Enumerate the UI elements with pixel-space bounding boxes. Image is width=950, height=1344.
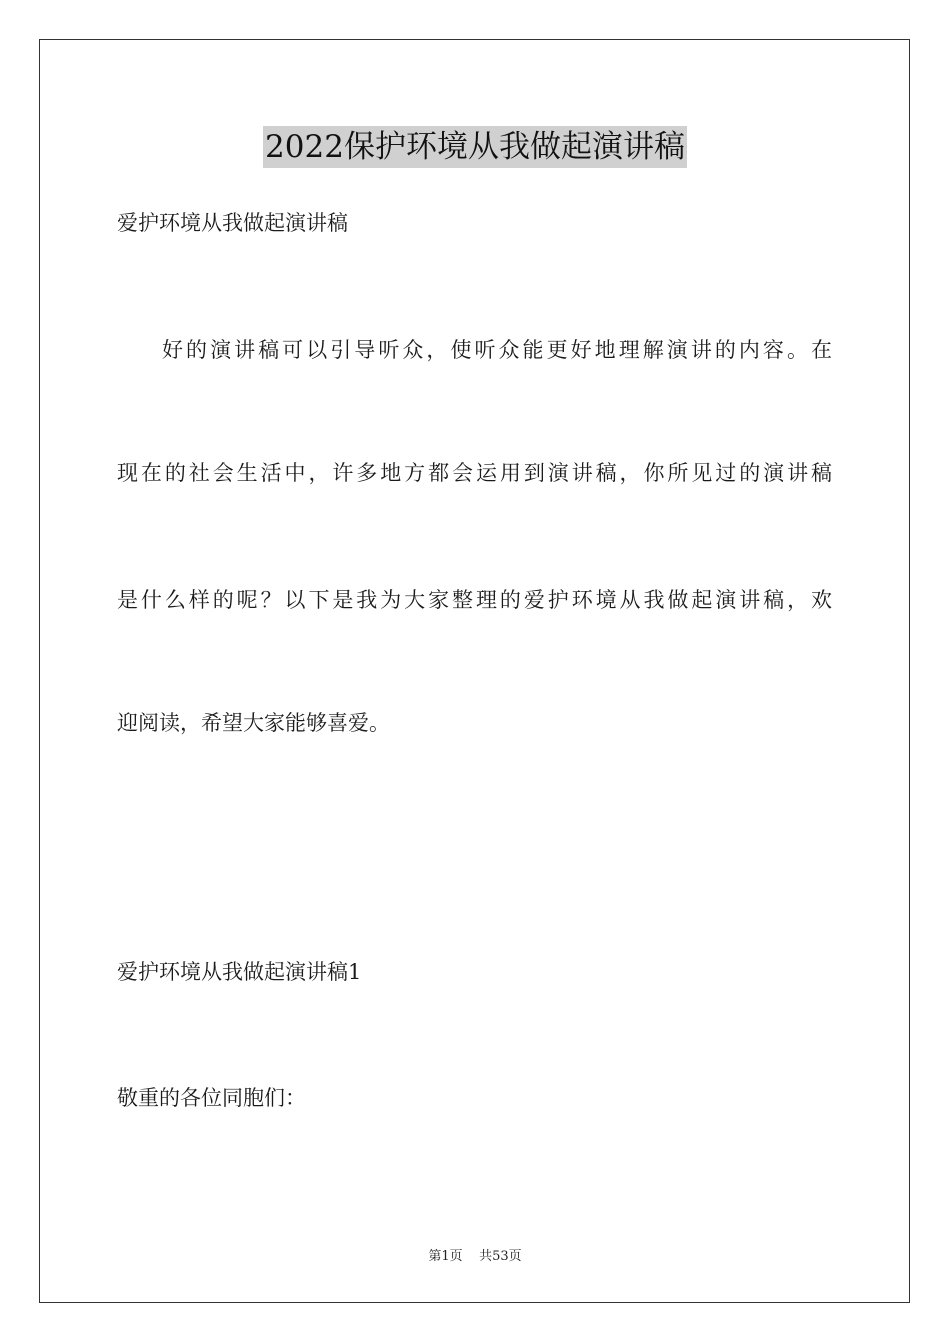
page-footer xyxy=(0,1247,950,1267)
document-title: 2022保护环境从我做起演讲稿 xyxy=(263,126,687,168)
document-subtitle: 爱护环境从我做起演讲稿 xyxy=(117,211,348,235)
section-heading: 爱护环境从我做起演讲稿1 xyxy=(117,960,362,984)
page-total: 共53页 xyxy=(479,1249,522,1264)
page-number: 第1页 xyxy=(428,1249,463,1264)
paragraph-line-1: 好的演讲稿可以引导听众，使听众能更好地理解演讲的内容。在 xyxy=(162,338,832,362)
paragraph-line-4: 迎阅读，希望大家能够喜爱。 xyxy=(117,711,390,735)
paragraph-line-2: 现在的社会生活中，许多地方都会运用到演讲稿，你所见过的演讲稿 xyxy=(117,461,832,485)
salutation: 敬重的各位同胞们： xyxy=(117,1086,306,1110)
paragraph-line-3: 是什么样的呢？以下是我为大家整理的爱护环境从我做起演讲稿，欢 xyxy=(117,588,832,612)
title-container xyxy=(0,126,950,168)
